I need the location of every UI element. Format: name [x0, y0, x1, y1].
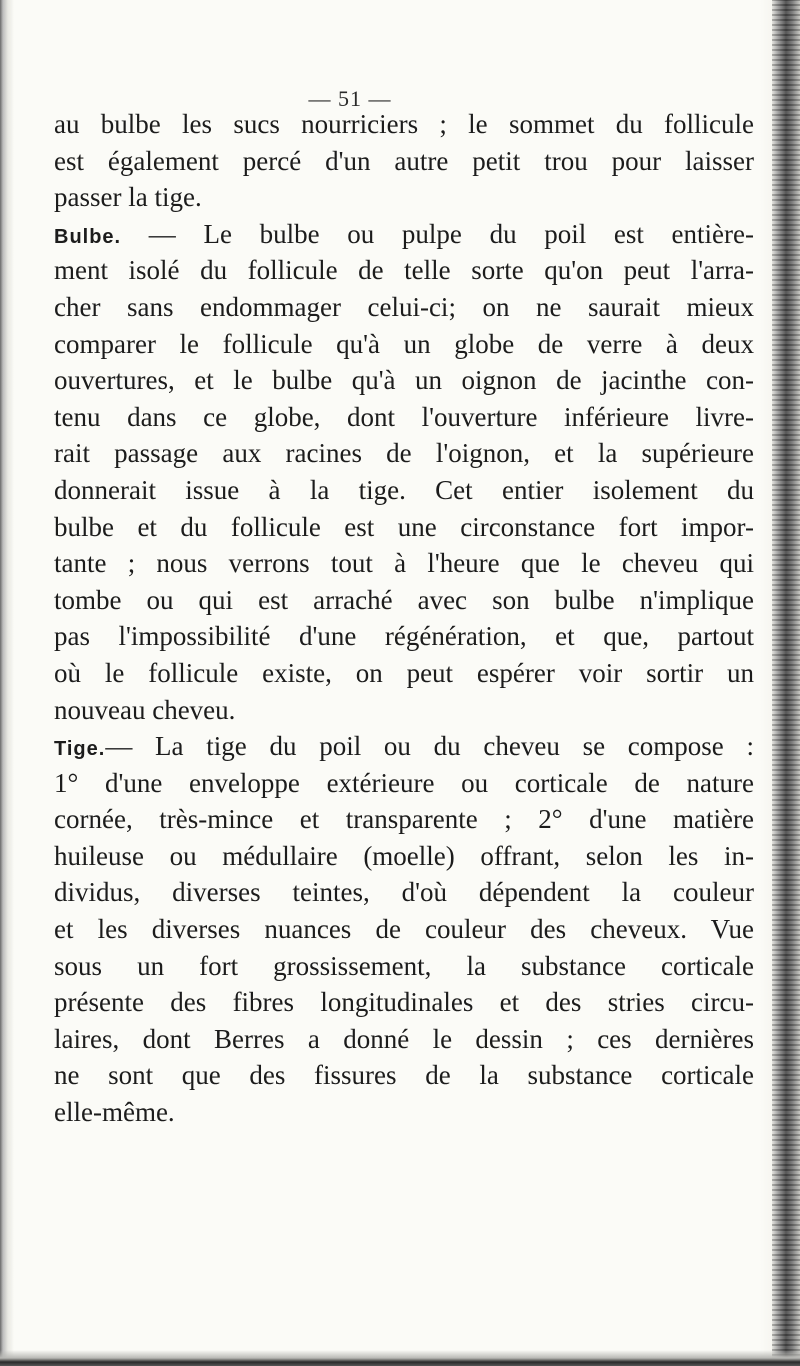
text-line: huileuse ou médullaire (moelle) offrant, selon les in-	[54, 840, 754, 871]
body-text	[54, 106, 754, 1131]
text-line	[54, 728, 754, 765]
section-heading-tige: Tige.	[54, 738, 106, 761]
text-line: tante ; nous verrons tout à l'heure que le cheveu qui	[54, 548, 754, 579]
text-line	[54, 216, 754, 253]
text-line: ment isolé du follicule de telle sorte qu'on peut l'arra-	[54, 255, 754, 286]
section-heading-bulbe: Bulbe.	[54, 225, 122, 248]
text-line: nouveau cheveu.	[54, 694, 236, 725]
text-line: ne sont que des fissures de la substance corticale	[54, 1060, 754, 1091]
text-line: elle-même.	[54, 1097, 175, 1128]
text-line: où le follicule existe, on peut espérer voir sortir un	[54, 657, 754, 688]
text-line: et les diverses nuances de couleur des cheveux. Vue	[54, 914, 754, 945]
text-line: bulbe et du follicule est une circonstance fort impor-	[54, 511, 754, 542]
text-line: passer la tige.	[54, 182, 202, 213]
text-line-rest: — Le bulbe ou pulpe du poil est entière-	[148, 218, 754, 249]
text-line: cornée, très-mince et transparente ; 2° d'une matière	[54, 804, 754, 835]
text-line: tombe ou qui est arraché avec son bulbe n'implique	[54, 584, 754, 615]
page-number: — 51 —	[308, 86, 392, 111]
text-line: dividus, diverses teintes, d'où dépendent la couleur	[54, 877, 754, 908]
text-line: cher sans endommager celui-ci; on ne saurait mieux	[54, 291, 754, 322]
text-line: est également percé d'un autre petit trou pour laisser	[54, 145, 754, 176]
text-line: rait passage aux racines de l'oignon, et la supérieure	[54, 438, 754, 469]
text-line: laires, dont Berres a donné le dessin ; ces dernières	[54, 1023, 754, 1054]
text-line-rest: — La tige du poil ou du cheveu se compose :	[105, 731, 754, 762]
text-line: comparer le follicule qu'à un globe de verre à deux	[54, 328, 754, 359]
binding-shadow	[0, 0, 14, 1366]
text-line: donnerait issue à la tige. Cet entier isolement du	[54, 474, 754, 505]
text-line: présente des fibres longitudinales et des stries circu-	[54, 987, 754, 1018]
text-line: au bulbe les sucs nourriciers ; le sommet du follicule	[54, 109, 754, 139]
bottom-edge	[0, 1350, 800, 1366]
text-line: pas l'impossibilité d'une régénération, et que, partout	[54, 621, 754, 652]
text-line: 1° d'une enveloppe extérieure ou corticale de nature	[54, 767, 754, 798]
text-line: ouvertures, et le bulbe qu'à un oignon de jacinthe con-	[54, 365, 754, 396]
page-edge	[772, 0, 800, 1366]
text-line: sous un fort grossissement, la substance corticale	[54, 950, 754, 981]
text-line: tenu dans ce globe, dont l'ouverture inférieure livre-	[54, 401, 754, 432]
